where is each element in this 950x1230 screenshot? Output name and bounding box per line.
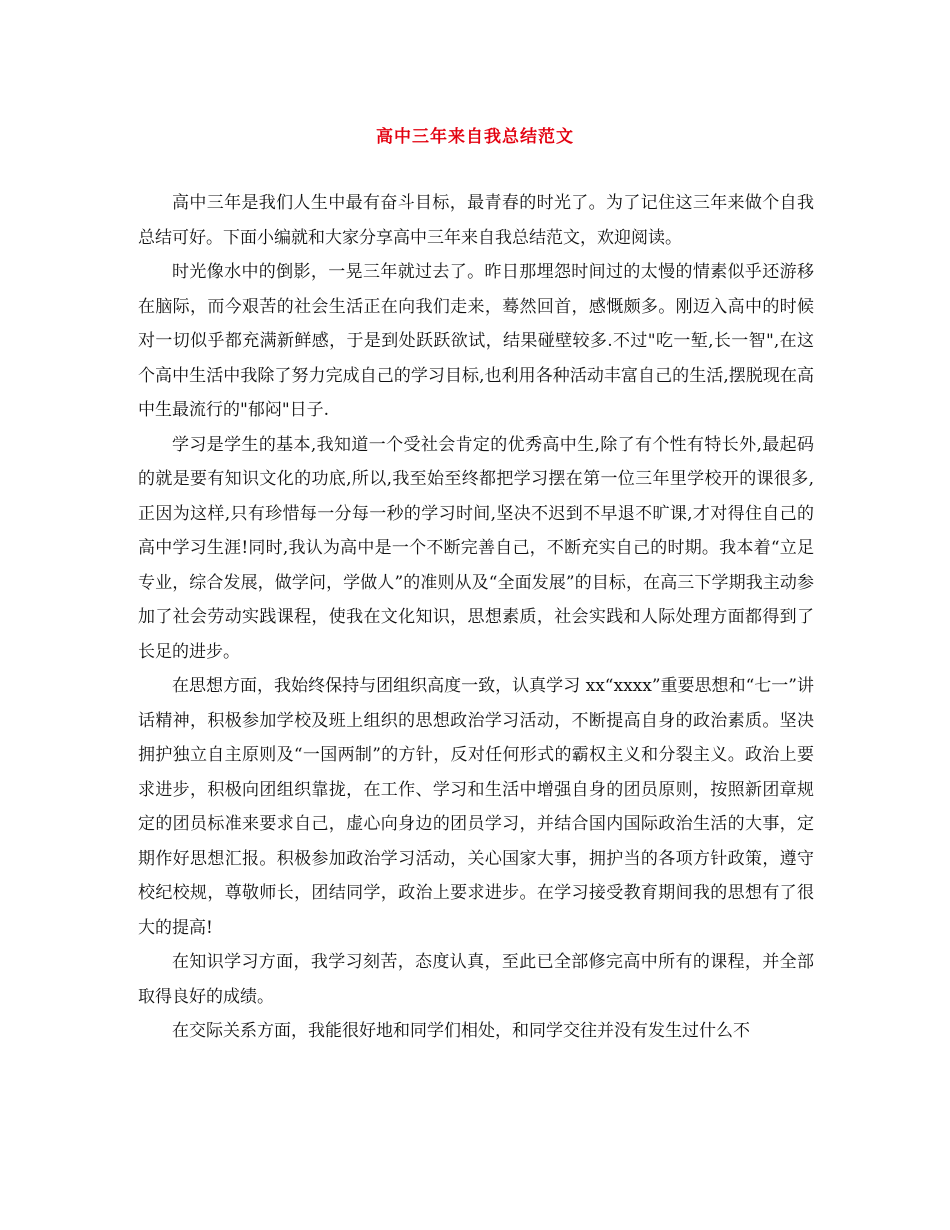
paragraph-study: 学习是学生的基本,我知道一个受社会肯定的优秀高中生,除了有个性有特长外,最起码的就是要有知识文化的功底,所以,我至始至终都把学习摆在第一位三年里学校开的课很多,正因为这样,只有珍惜每一分每一秒的学习时间,坚决不迟到不早退不旷课,才对得住自己的高中学习生涯!同时,我认为高中是一个不断完善自己，不断充实自己的时期。我本着“立足专业，综合发展，做学问，学做人”的准则从及“全面发展”的目标，在高三下学期我主动参加了社会劳动实践课程，使我在文化知识，思想素质，社会实践和人际处理方面都得到了长足的进步。 <box>138 434 814 662</box>
paragraph-time: 时光像水中的倒影，一晃三年就过去了。昨日那埋怨时间过的太慢的情素似乎还游移在脑际，而今艰苦的社会生活正在向我们走来，蓦然回首，感慨颇多。刚迈入高中的时候对一切似乎都充满新鲜感，于是到处跃跃欲试，结果碰壁较多.不过"吃一堑,长一智",在这个高中生活中我除了努力完成自己的学习目标,也利用各种活动丰富自己的生活,摆脱现在高中生最流行的"郁闷"日子. <box>138 262 814 420</box>
document-body <box>138 186 814 1049</box>
paragraph-knowledge: 在知识学习方面，我学习刻苦，态度认真，至此已全部修完高中所有的课程，并全部取得良好的成绩。 <box>138 952 814 1007</box>
paragraph-intro: 高中三年是我们人生中最有奋斗目标，最青春的时光了。为了记住这三年来做个自我总结可好。下面小编就和大家分享高中三年来自我总结范文，欢迎阅读。 <box>138 193 814 248</box>
document-title: 高中三年来自我总结范文 <box>376 127 574 147</box>
paragraph-ideology: 在思想方面，我始终保持与团组织高度一致，认真学习 xx“xxxx”重要思想和“七一”讲话精神，积极参加学校及班上组织的思想政治学习活动，不断提高自身的政治素质。坚决拥护独立自主原则及“一国两制”的方针，反对任何形式的霸权主义和分裂主义。政治上要求进步，积极向团组织靠拢，在工作、学习和生活中增强自身的团员原则，按照新团章规定的团员标准来要求自己，虚心向身边的团员学习，并结合国内国际政治生活的大事，定期作好思想汇报。积极参加政治学习活动，关心国家大事，拥护当的各项方针政策，遵守校纪校规，尊敬师长，团结同学，政治上要求进步。在学习接受教育期间我的思想有了很大的提高! <box>138 676 814 938</box>
paragraph-relations: 在交际关系方面，我能很好地和同学们相处，和同学交往并没有发生过什么不 <box>172 1021 750 1041</box>
